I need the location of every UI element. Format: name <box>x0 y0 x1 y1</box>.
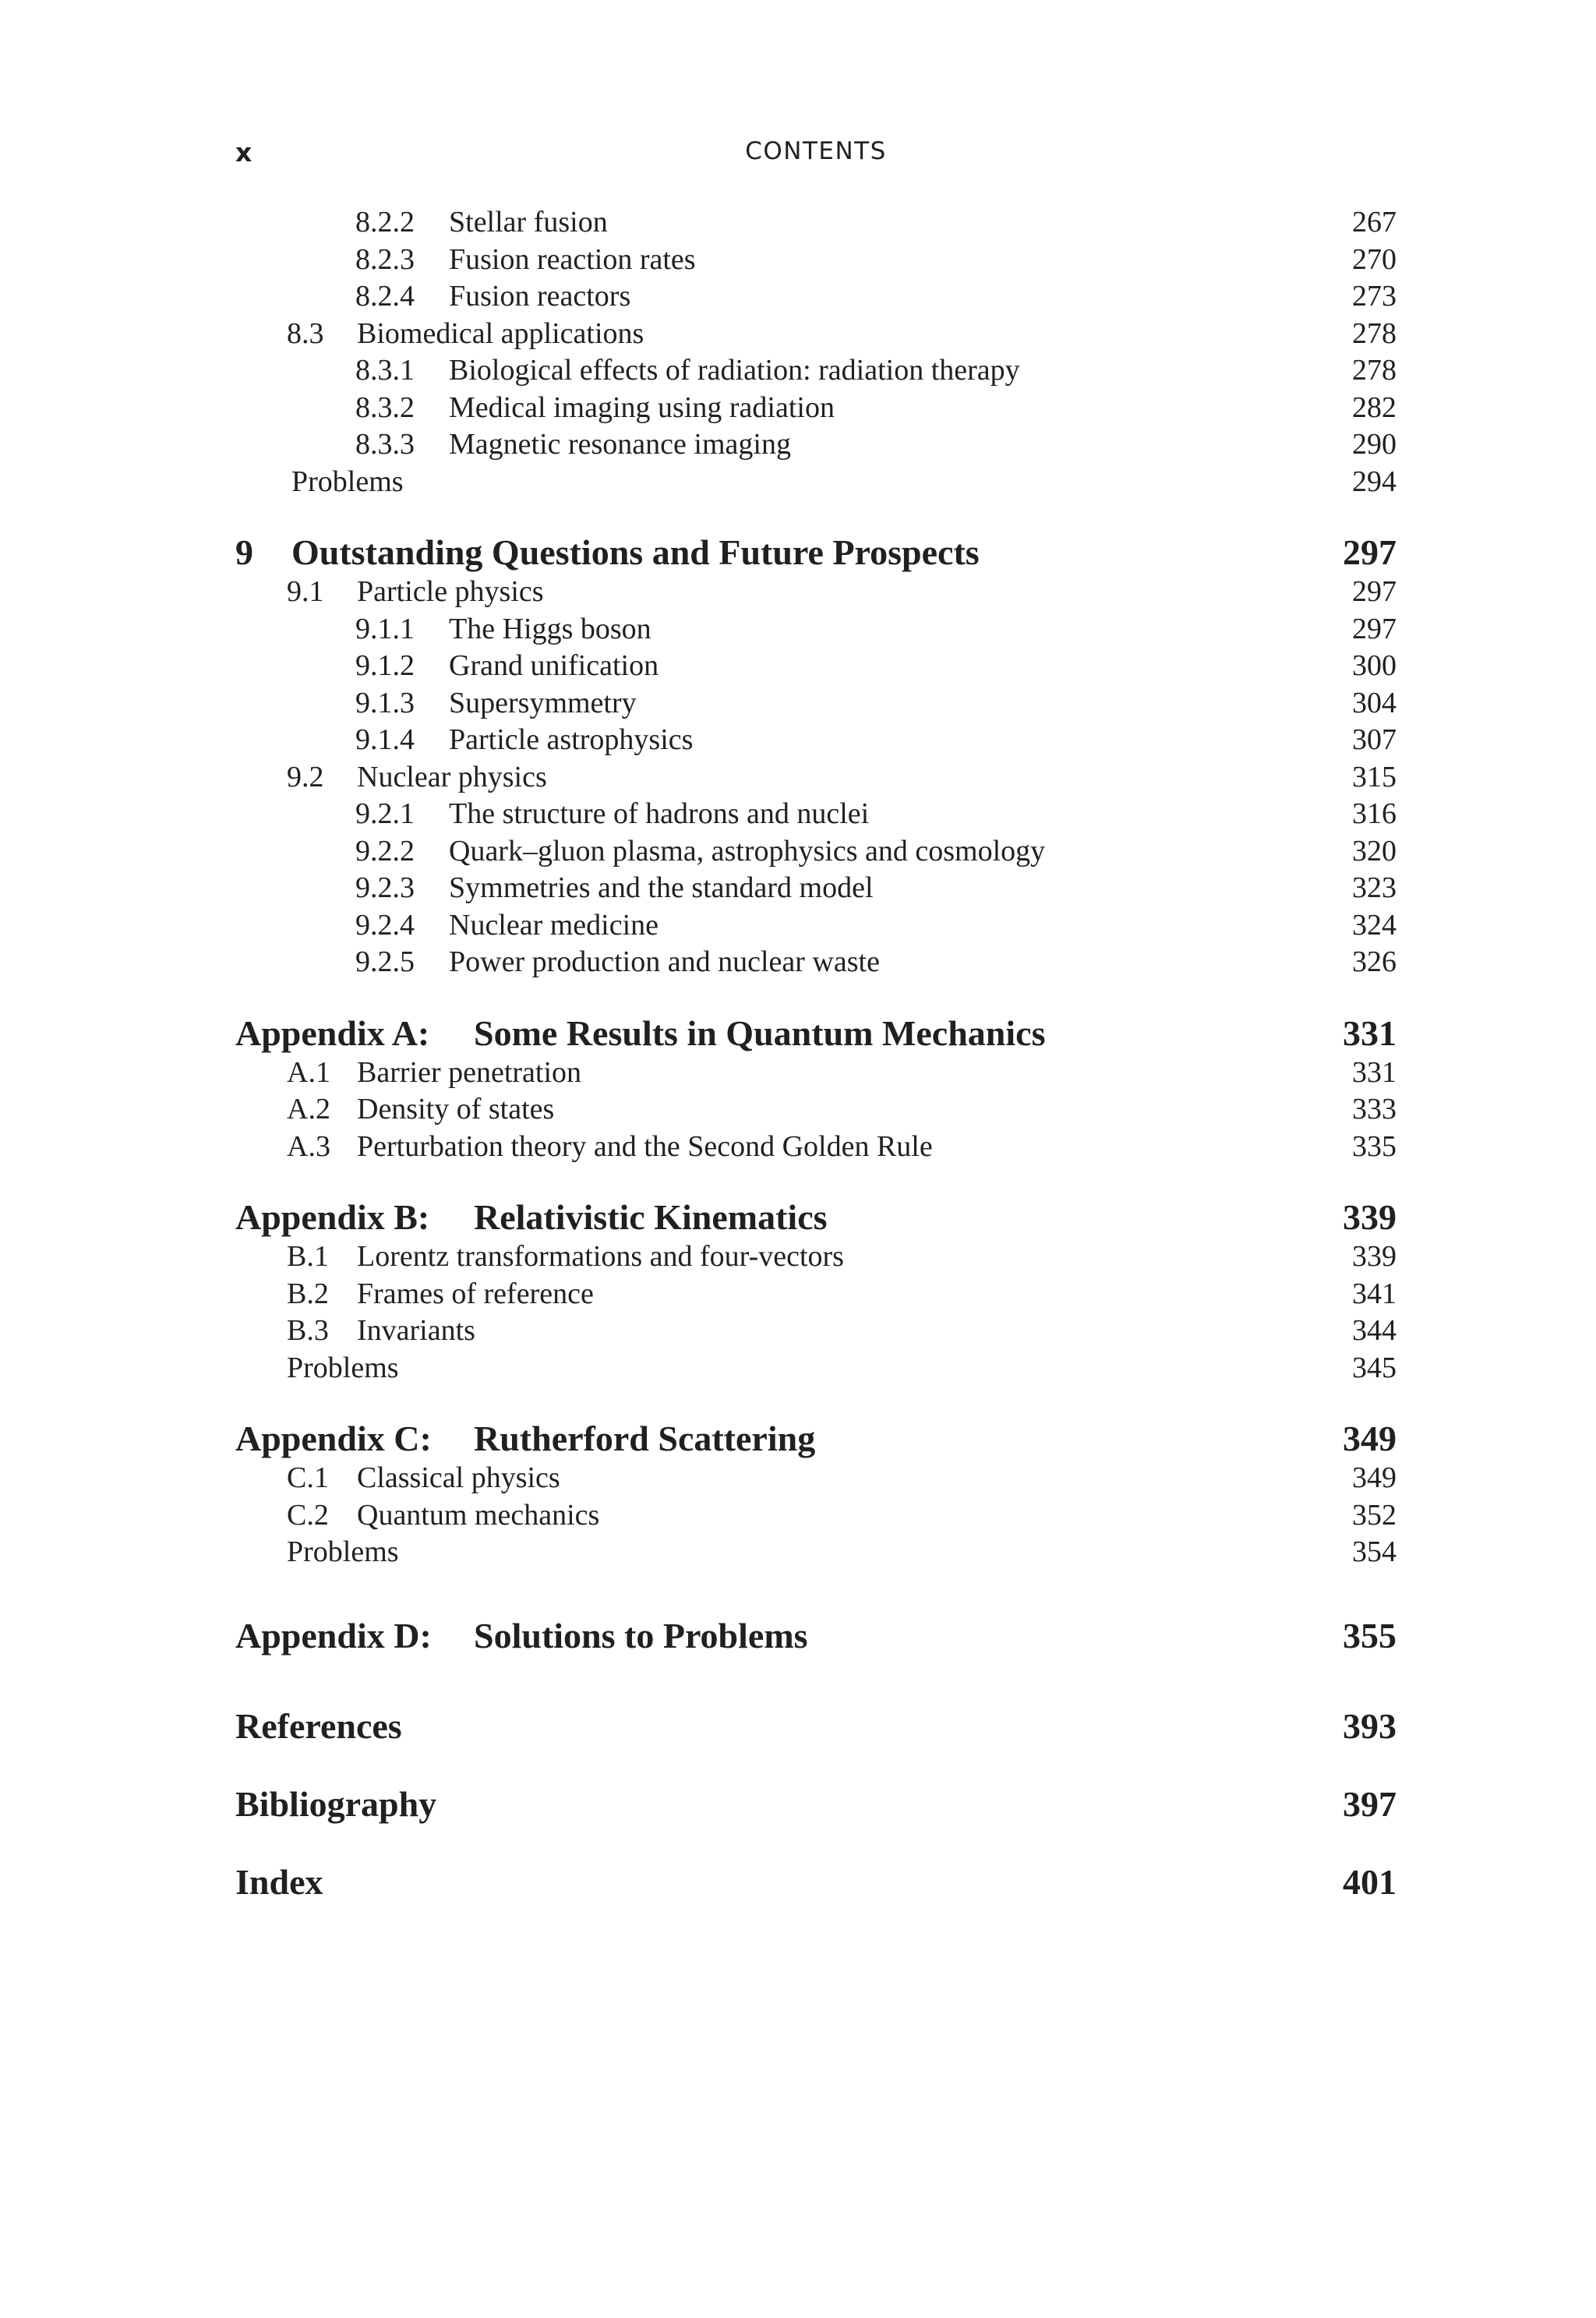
toc-entry-title: Quark–gluon plasma, astrophysics and cosmology <box>449 834 1046 867</box>
toc-entry-title: Fusion reactors <box>449 280 631 313</box>
toc-entry-title: Density of states <box>357 1093 555 1125</box>
toc-entry-number: 9.1.4 <box>355 723 415 756</box>
toc-entry-section <box>235 1460 1396 1497</box>
toc-entry-title: Bibliography <box>235 1783 437 1824</box>
toc-entry-number: 9.1.1 <box>355 612 415 645</box>
toc-entry-subsection <box>235 685 1396 723</box>
toc-entry-number: 8.3.1 <box>355 354 415 387</box>
toc-entry-number: 9.2 <box>287 760 324 793</box>
toc-entry-title: Barrier penetration <box>357 1055 582 1089</box>
toc-entry-title: Problems <box>287 1535 399 1568</box>
toc-entry-number: 9.1 <box>287 575 324 608</box>
toc-entry-title: Fusion reaction rates <box>449 242 696 276</box>
toc-entry-page: 345 <box>1352 1351 1396 1384</box>
toc-entry-section <box>235 759 1396 797</box>
toc-entry-page: 354 <box>1352 1535 1396 1568</box>
toc-entry-page: 297 <box>1352 612 1396 645</box>
toc-entry-title: Problems <box>287 1351 399 1384</box>
toc-entry-section <box>235 316 1396 353</box>
toc-entry-toplevel <box>235 1705 1396 1747</box>
toc-entry-page: 297 <box>1343 532 1396 572</box>
toc-entry-page: 333 <box>1352 1093 1396 1125</box>
toc-entry-number: 9.2.1 <box>355 797 415 830</box>
toc-entry-problems <box>235 464 1396 501</box>
toc-entry-page: 300 <box>1352 649 1396 682</box>
toc-entry-section <box>235 574 1396 611</box>
toc-entry-title: Lorentz transformations and four-vectors <box>357 1240 844 1273</box>
toc-entry-title: The Higgs boson <box>449 612 651 645</box>
toc-entry-page: 316 <box>1352 797 1396 830</box>
toc-entry-subsection <box>235 907 1396 945</box>
toc-entry-appendix <box>235 1615 1396 1657</box>
page-header <box>235 137 1396 176</box>
toc-entry-title: Grand unification <box>449 649 659 682</box>
toc-entry-title: Invariants <box>357 1314 475 1347</box>
toc-entry-subsection <box>235 944 1396 981</box>
toc-entry-number: 9.2.2 <box>355 834 415 867</box>
toc-entry-section <box>235 1055 1396 1092</box>
toc-entry-page: 355 <box>1343 1615 1396 1655</box>
toc-entry-page: 307 <box>1352 723 1396 756</box>
toc-entry-title: Perturbation theory and the Second Golden Rule <box>357 1129 933 1163</box>
toc-entry-number: 9.1.3 <box>355 686 415 719</box>
toc-entry-problems <box>235 1350 1396 1387</box>
toc-entry-number: 9.2.5 <box>355 945 415 978</box>
toc-entry-subsection <box>235 648 1396 685</box>
toc-entry-title: References <box>235 1705 402 1746</box>
toc-entry-page: 393 <box>1343 1705 1396 1746</box>
toc-entry-title: Supersymmetry <box>449 686 637 719</box>
toc-entry-appendix <box>235 1418 1396 1460</box>
toc-entry-title: Nuclear physics <box>357 760 547 793</box>
toc-entry-title: Problems <box>291 465 404 498</box>
toc-entry-title: Nuclear medicine <box>449 908 659 942</box>
toc-entry-page: 339 <box>1352 1240 1396 1273</box>
toc-entry-page: 349 <box>1352 1461 1396 1494</box>
toc-entry-section <box>235 1239 1396 1276</box>
toc-entry-title: Medical imaging using radiation <box>449 390 835 424</box>
toc-entry-number: A.2 <box>287 1093 330 1125</box>
toc-entry-subsection <box>235 796 1396 833</box>
toc-entry-number: 8.3.3 <box>355 428 415 461</box>
toc-entry-page: 341 <box>1352 1277 1396 1310</box>
toc-entry-number: 8.2.4 <box>355 280 415 313</box>
toc-entry-page: 267 <box>1352 206 1396 239</box>
toc-entry-page: 331 <box>1352 1055 1396 1089</box>
toc-entry-title: Symmetries and the standard model <box>449 871 874 904</box>
toc-entry-number: 9 <box>235 532 253 572</box>
toc-entry-title: Magnetic resonance imaging <box>449 428 791 461</box>
toc-entry-page: 344 <box>1352 1314 1396 1347</box>
toc-entry-subsection <box>235 870 1396 907</box>
toc-entry-page: 282 <box>1352 390 1396 424</box>
toc-entry-subsection <box>235 242 1396 279</box>
toc-entry-section <box>235 1091 1396 1129</box>
toc-entry-title: Frames of reference <box>357 1277 594 1310</box>
toc-entry-page: 273 <box>1352 280 1396 313</box>
toc-entry-number: 9.2.3 <box>355 871 415 904</box>
toc-entry-subsection <box>235 722 1396 759</box>
toc-entry-page: 401 <box>1343 1861 1396 1902</box>
toc-entry-number: C.1 <box>287 1461 329 1494</box>
toc-entry-number: Appendix B: <box>235 1197 430 1237</box>
toc-entry-page: 339 <box>1343 1197 1396 1237</box>
toc-entry-problems <box>235 1534 1396 1571</box>
page-folio: x <box>235 137 253 168</box>
toc-entry-title: Classical physics <box>357 1461 560 1494</box>
toc-entry-page: 324 <box>1352 908 1396 942</box>
toc-entry-number: C.2 <box>287 1498 329 1532</box>
toc-entry-title: Biomedical applications <box>357 316 644 350</box>
toc-entry-title: Rutherford Scattering <box>474 1419 816 1458</box>
toc-entry-page: 278 <box>1352 354 1396 387</box>
toc-entry-chapter <box>235 532 1396 574</box>
toc-entry-number: 8.2.2 <box>355 206 415 239</box>
toc-entry-toplevel <box>235 1783 1396 1825</box>
toc-entry-page: 290 <box>1352 428 1396 461</box>
toc-entry-title: Relativistic Kinematics <box>474 1197 828 1237</box>
toc-entry-title: Quantum mechanics <box>357 1498 600 1532</box>
toc-entry-number: 9.2.4 <box>355 908 415 942</box>
toc-entry-title: Particle physics <box>357 575 544 608</box>
toc-entry-number: 8.3.2 <box>355 390 415 424</box>
toc-entry-title: Some Results in Quantum Mechanics <box>474 1012 1046 1053</box>
toc-entry-subsection <box>235 426 1396 464</box>
toc-entry-subsection <box>235 833 1396 871</box>
toc-entry-title: Particle astrophysics <box>449 723 694 756</box>
toc-entry-subsection <box>235 278 1396 316</box>
toc-entry-number: Appendix C: <box>235 1419 432 1458</box>
toc-entry-title: Outstanding Questions and Future Prospects <box>291 532 980 572</box>
toc-entry-title: Biological effects of radiation: radiation therapy <box>449 354 1020 387</box>
toc-entry-page: 320 <box>1352 834 1396 867</box>
toc-entry-number: A.1 <box>287 1055 330 1089</box>
toc-entry-page: 352 <box>1352 1498 1396 1532</box>
toc-entry-page: 304 <box>1352 686 1396 719</box>
toc-entry-page: 315 <box>1352 760 1396 793</box>
toc-entry-subsection <box>235 352 1396 390</box>
toc-entry-page: 294 <box>1352 465 1396 498</box>
toc-entry-subsection <box>235 204 1396 242</box>
toc-entry-number: Appendix A: <box>235 1012 430 1053</box>
toc-entry-title: Power production and nuclear waste <box>449 945 880 978</box>
toc-entry-subsection <box>235 390 1396 427</box>
toc-entry-number: B.2 <box>287 1277 329 1310</box>
toc-entry-number: Appendix D: <box>235 1615 432 1655</box>
toc-entry-number: A.3 <box>287 1129 330 1163</box>
toc-entry-appendix <box>235 1012 1396 1055</box>
table-of-contents <box>235 204 1396 1903</box>
toc-entry-number: 8.2.3 <box>355 242 415 276</box>
toc-entry-title: Index <box>235 1861 323 1902</box>
toc-entry-page: 349 <box>1343 1419 1396 1458</box>
toc-entry-appendix <box>235 1196 1396 1239</box>
toc-entry-number: 9.1.2 <box>355 649 415 682</box>
toc-entry-page: 278 <box>1352 316 1396 350</box>
toc-entry-section <box>235 1313 1396 1350</box>
toc-entry-number: B.3 <box>287 1314 329 1347</box>
toc-entry-number: B.1 <box>287 1240 329 1273</box>
toc-entry-toplevel <box>235 1861 1396 1903</box>
toc-entry-section <box>235 1276 1396 1313</box>
toc-entry-page: 331 <box>1343 1012 1396 1053</box>
toc-entry-page: 297 <box>1352 575 1396 608</box>
running-head: CONTENTS <box>745 137 887 165</box>
toc-entry-title: Stellar fusion <box>449 206 608 239</box>
toc-entry-section <box>235 1129 1396 1166</box>
toc-entry-page: 335 <box>1352 1129 1396 1163</box>
toc-entry-page: 270 <box>1352 242 1396 276</box>
toc-entry-title: Solutions to Problems <box>474 1615 808 1655</box>
toc-entry-title: The structure of hadrons and nuclei <box>449 797 870 830</box>
toc-entry-number: 8.3 <box>287 316 324 350</box>
toc-entry-page: 397 <box>1343 1783 1396 1824</box>
toc-entry-page: 326 <box>1352 945 1396 978</box>
toc-entry-section <box>235 1497 1396 1535</box>
toc-entry-subsection <box>235 611 1396 648</box>
toc-entry-page: 323 <box>1352 871 1396 904</box>
